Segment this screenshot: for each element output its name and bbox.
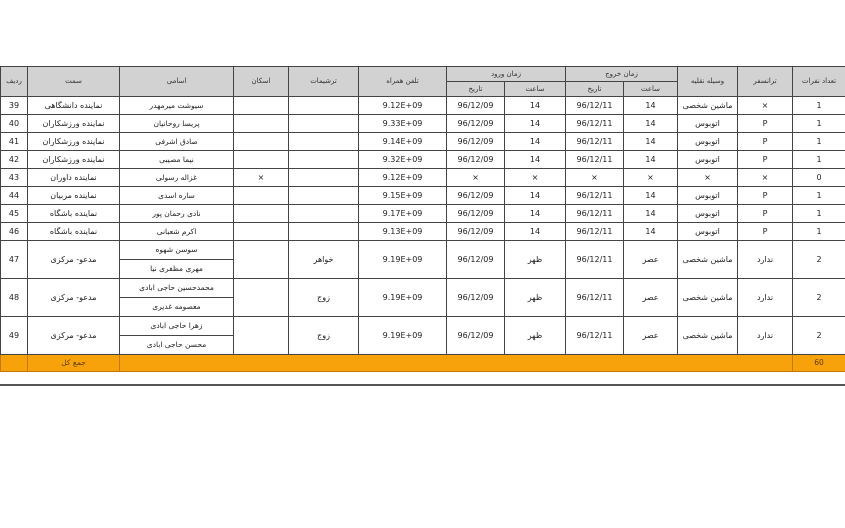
- cell-phone: 9.12E+09: [359, 97, 447, 115]
- cell-phone: 9.32E+09: [359, 151, 447, 169]
- names-cell: [120, 169, 234, 187]
- cell-position: مدعو- مرکزی: [28, 241, 120, 279]
- cell-row: 45: [1, 205, 28, 223]
- cell-count: 1: [793, 115, 845, 133]
- cell-entry-time: 14: [505, 97, 566, 115]
- cell-phone: 9.19E+09: [359, 279, 447, 317]
- cell-transfer: ندارد: [738, 279, 793, 317]
- cell-entry-date: 96/12/09: [447, 187, 505, 205]
- cell-entry-time: ظهر: [505, 279, 566, 317]
- cell-accommodation: [234, 187, 289, 205]
- names-cell: [120, 97, 234, 115]
- cell-phone: 9.12E+09: [359, 169, 447, 187]
- person-name: اکرم شعبانی: [156, 227, 197, 236]
- cell-row: 42: [1, 151, 28, 169]
- cell-position: نماینده باشگاه: [28, 205, 120, 223]
- cell-companions: زوج: [289, 317, 359, 355]
- header-transfer: ترانسفر: [738, 67, 793, 97]
- person-name: زهرا حاجی ابادی: [150, 321, 203, 330]
- cell-phone: 9.14E+09: [359, 133, 447, 151]
- cell-phone: 9.19E+09: [359, 241, 447, 279]
- cell-accommodation: [234, 133, 289, 151]
- table-row: [1, 97, 845, 115]
- header-entry-hour: ساعت: [505, 82, 566, 97]
- cell-exit-time: 14: [624, 223, 678, 241]
- person-name: غزاله رسولی: [155, 173, 198, 182]
- table-row: [1, 169, 845, 187]
- table-row: [1, 151, 845, 169]
- cell-exit-date: 96/12/11: [566, 133, 624, 151]
- cell-exit-time: 14: [624, 187, 678, 205]
- attendees-table: [0, 66, 845, 372]
- header-phone: تلفن همراه: [359, 67, 447, 97]
- cell-row: 39: [1, 97, 28, 115]
- cell-phone: 9.13E+09: [359, 223, 447, 241]
- cell-entry-time: 14: [505, 223, 566, 241]
- cell-companions: [289, 133, 359, 151]
- cell-exit-time: 14: [624, 205, 678, 223]
- cell-count: 1: [793, 151, 845, 169]
- cell-count: 1: [793, 97, 845, 115]
- cell-row: 40: [1, 115, 28, 133]
- cell-entry-time: ظهر: [505, 317, 566, 355]
- cell-exit-time: 14: [624, 151, 678, 169]
- table-row: [1, 205, 845, 223]
- cell-vehicle: اتوبوس: [678, 223, 738, 241]
- table-row: [1, 279, 845, 317]
- header-exit-date: تاریخ: [566, 82, 624, 97]
- person-name: نیما مصیبی: [159, 155, 194, 164]
- header-count: تعداد نفرات: [793, 67, 845, 97]
- cell-count: 1: [793, 133, 845, 151]
- cell-position: نماینده باشگاه: [28, 223, 120, 241]
- person-name: سوسن شهوه: [155, 245, 198, 254]
- table-row: [1, 187, 845, 205]
- cell-exit-date: 96/12/11: [566, 97, 624, 115]
- person-name: معصومه غدیری: [120, 297, 233, 316]
- cell-companions: [289, 151, 359, 169]
- cell-exit-date: 96/12/11: [566, 151, 624, 169]
- header-row: ردیف: [1, 67, 28, 97]
- table-row: [1, 223, 845, 241]
- cell-entry-date: 96/12/09: [447, 97, 505, 115]
- cell-accommodation: [234, 317, 289, 355]
- spreadsheet: [0, 66, 845, 372]
- cell-phone: 9.19E+09: [359, 317, 447, 355]
- person-name: محسن حاجی ابادی: [120, 335, 233, 354]
- cell-position: نماینده ورزشکاران: [28, 115, 120, 133]
- cell-entry-time: ظهر: [505, 241, 566, 279]
- cell-vehicle: ماشین شخصی: [678, 97, 738, 115]
- cell-transfer: ندارد: [738, 317, 793, 355]
- total-label: جمع کل: [28, 355, 120, 372]
- cell-exit-date: 96/12/11: [566, 223, 624, 241]
- cell-exit-date: 96/12/11: [566, 279, 624, 317]
- cell-vehicle: اتوبوس: [678, 133, 738, 151]
- person-name: صادق اشرفی: [155, 137, 198, 146]
- cell-transfer: P: [738, 205, 793, 223]
- person-name: نادی رحمان پور: [152, 209, 201, 218]
- cell-exit-date: ×: [566, 169, 624, 187]
- cell-accommodation: [234, 241, 289, 279]
- cell-position: نماینده دانشگاهی: [28, 97, 120, 115]
- names-cell: [120, 223, 234, 241]
- cell-count: 1: [793, 223, 845, 241]
- cell-position: مدعو- مرکزی: [28, 279, 120, 317]
- cell-accommodation: ×: [234, 169, 289, 187]
- cell-transfer: P: [738, 115, 793, 133]
- cell-companions: خواهر: [289, 241, 359, 279]
- cell-companions: زوج: [289, 279, 359, 317]
- cell-exit-time: 14: [624, 97, 678, 115]
- table-row: [1, 133, 845, 151]
- cell-vehicle: اتوبوس: [678, 151, 738, 169]
- cell-exit-date: 96/12/11: [566, 317, 624, 355]
- cell-accommodation: [234, 115, 289, 133]
- header-exit-hour: ساعت: [624, 82, 678, 97]
- cell-transfer: ×: [738, 97, 793, 115]
- cell-vehicle: ماشین شخصی: [678, 241, 738, 279]
- cell-exit-date: 96/12/11: [566, 115, 624, 133]
- cell-position: نماینده مربیان: [28, 187, 120, 205]
- cell-row: 47: [1, 241, 28, 279]
- cell-exit-time: ×: [624, 169, 678, 187]
- divider-line: [0, 384, 845, 386]
- names-cell: [120, 317, 234, 355]
- cell-transfer: P: [738, 223, 793, 241]
- cell-entry-date: 96/12/09: [447, 317, 505, 355]
- cell-position: نماینده داوران: [28, 169, 120, 187]
- cell-transfer: ندارد: [738, 241, 793, 279]
- cell-vehicle: اتوبوس: [678, 205, 738, 223]
- cell-accommodation: [234, 205, 289, 223]
- total-fill: [120, 355, 793, 372]
- cell-companions: [289, 187, 359, 205]
- cell-count: 2: [793, 279, 845, 317]
- cell-row: 49: [1, 317, 28, 355]
- cell-count: 0: [793, 169, 845, 187]
- cell-entry-date: 96/12/09: [447, 151, 505, 169]
- total-row: [1, 355, 845, 372]
- total-value: 60: [793, 355, 845, 372]
- header-entry-time-group: زمان ورود: [447, 67, 566, 82]
- table-row: [1, 115, 845, 133]
- cell-count: 1: [793, 205, 845, 223]
- cell-vehicle: اتوبوس: [678, 187, 738, 205]
- cell-entry-date: ×: [447, 169, 505, 187]
- cell-entry-date: 96/12/09: [447, 115, 505, 133]
- person-name: مهری مظفری نیا: [120, 259, 233, 278]
- cell-transfer: P: [738, 187, 793, 205]
- header-exit-time-group: زمان خروج: [566, 67, 678, 82]
- cell-position: نماینده ورزشکاران: [28, 133, 120, 151]
- cell-transfer: ×: [738, 169, 793, 187]
- cell-accommodation: [234, 279, 289, 317]
- cell-companions: [289, 205, 359, 223]
- names-cell: [120, 187, 234, 205]
- cell-transfer: P: [738, 133, 793, 151]
- cell-row: 48: [1, 279, 28, 317]
- cell-exit-time: عصر: [624, 279, 678, 317]
- cell-entry-time: 14: [505, 151, 566, 169]
- cell-exit-time: 14: [624, 115, 678, 133]
- cell-entry-time: 14: [505, 205, 566, 223]
- cell-exit-date: 96/12/11: [566, 241, 624, 279]
- cell-exit-date: 96/12/11: [566, 205, 624, 223]
- table-row: [1, 317, 845, 355]
- cell-phone: 9.17E+09: [359, 205, 447, 223]
- cell-entry-date: 96/12/09: [447, 133, 505, 151]
- cell-row: 46: [1, 223, 28, 241]
- cell-entry-date: 96/12/09: [447, 223, 505, 241]
- cell-vehicle: ×: [678, 169, 738, 187]
- header-row: [1, 67, 845, 82]
- cell-exit-date: 96/12/11: [566, 187, 624, 205]
- person-name: سیوشت میرمهدر: [149, 101, 204, 110]
- cell-transfer: P: [738, 151, 793, 169]
- cell-count: 2: [793, 241, 845, 279]
- names-cell: [120, 279, 234, 317]
- cell-row: 43: [1, 169, 28, 187]
- person-name: محمدحسین حاجی ابادی: [139, 283, 214, 292]
- cell-entry-time: 14: [505, 187, 566, 205]
- cell-vehicle: اتوبوس: [678, 115, 738, 133]
- person-name: ساره اسدی: [158, 191, 195, 200]
- cell-entry-time: 14: [505, 133, 566, 151]
- cell-entry-date: 96/12/09: [447, 205, 505, 223]
- cell-vehicle: ماشین شخصی: [678, 279, 738, 317]
- cell-companions: [289, 223, 359, 241]
- cell-entry-date: 96/12/09: [447, 279, 505, 317]
- cell-companions: [289, 169, 359, 187]
- names-cell: [120, 133, 234, 151]
- cell-vehicle: ماشین شخصی: [678, 317, 738, 355]
- cell-phone: 9.33E+09: [359, 115, 447, 133]
- cell-row: 41: [1, 133, 28, 151]
- cell-companions: [289, 97, 359, 115]
- cell-position: مدعو- مرکزی: [28, 317, 120, 355]
- cell-entry-time: ×: [505, 169, 566, 187]
- cell-phone: 9.15E+09: [359, 187, 447, 205]
- person-name: پریسا روحانیان: [153, 119, 200, 128]
- table-row: [1, 241, 845, 279]
- cell-count: 1: [793, 187, 845, 205]
- header-entry-date: تاریخ: [447, 82, 505, 97]
- names-cell: [120, 151, 234, 169]
- cell-count: 2: [793, 317, 845, 355]
- cell-position: نماینده ورزشکاران: [28, 151, 120, 169]
- cell-exit-time: عصر: [624, 241, 678, 279]
- header-accommodation: اسکان: [234, 67, 289, 97]
- header-vehicle: وسیله نقلیه: [678, 67, 738, 97]
- cell-exit-time: عصر: [624, 317, 678, 355]
- names-cell: [120, 115, 234, 133]
- cell-accommodation: [234, 97, 289, 115]
- total-spacer: [1, 355, 28, 372]
- cell-entry-time: 14: [505, 115, 566, 133]
- header-name: اسامی: [120, 67, 234, 97]
- cell-entry-date: 96/12/09: [447, 241, 505, 279]
- cell-accommodation: [234, 151, 289, 169]
- cell-accommodation: [234, 223, 289, 241]
- cell-exit-time: 14: [624, 133, 678, 151]
- cell-companions: [289, 115, 359, 133]
- header-companions: ترشیمات: [289, 67, 359, 97]
- names-cell: [120, 241, 234, 279]
- names-cell: [120, 205, 234, 223]
- cell-row: 44: [1, 187, 28, 205]
- header-position: سمت: [28, 67, 120, 97]
